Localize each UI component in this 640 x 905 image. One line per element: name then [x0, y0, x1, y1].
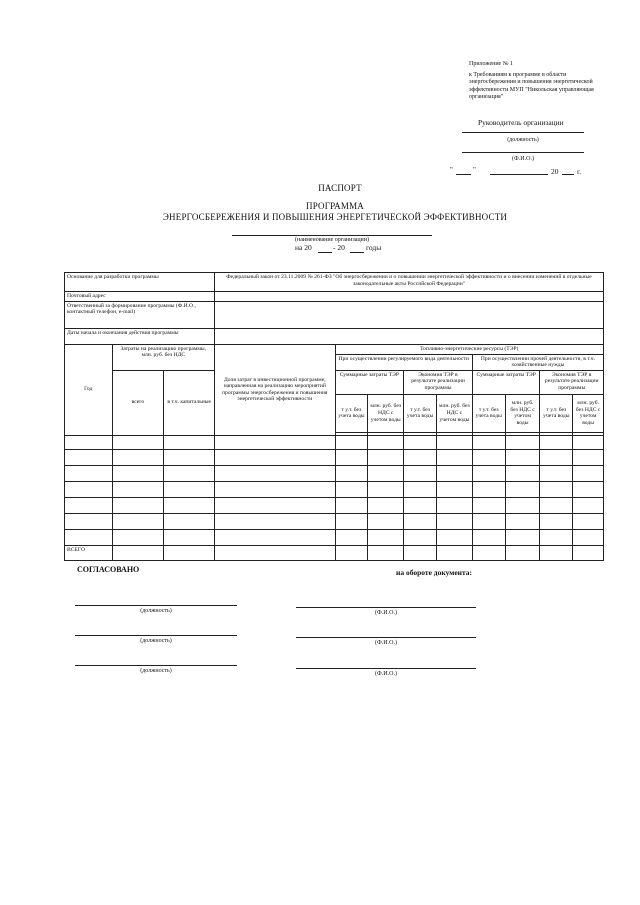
table-cell[interactable]: [112, 481, 164, 497]
reg-sum-tut: т у.т. без учета воды: [335, 394, 368, 432]
table-cell[interactable]: [215, 545, 335, 560]
basis-row: [65, 273, 604, 292]
table-cell[interactable]: [573, 481, 604, 497]
table-cell[interactable]: [65, 465, 113, 481]
year-header: Год: [65, 344, 113, 435]
appendix-text-3: эффективности МУП "Никольская управляющая: [469, 86, 594, 93]
table-cell[interactable]: [215, 513, 335, 529]
table-cell[interactable]: [573, 449, 604, 465]
signature-position-line-1[interactable]: [75, 605, 237, 606]
table-cell[interactable]: [404, 513, 437, 529]
table-cell[interactable]: [505, 449, 540, 465]
reg-sum-mln: млн. руб. без НДС с учетом воды: [368, 394, 404, 432]
table-cell[interactable]: [436, 449, 472, 465]
table-cell[interactable]: [112, 449, 164, 465]
table-row: [65, 513, 604, 529]
position-caption-2: (должность): [140, 638, 172, 644]
appendix-block: [469, 61, 609, 102]
dates-label: Даты начала и окончания действия программы: [65, 328, 215, 344]
table-cell[interactable]: [215, 465, 335, 481]
table-cell[interactable]: [335, 435, 368, 449]
passport-title: ПАСПОРТ: [318, 183, 362, 193]
table-cell[interactable]: [215, 529, 335, 545]
table-cell[interactable]: [368, 497, 404, 513]
table-cell[interactable]: [540, 449, 573, 465]
passport-table: [64, 272, 604, 561]
table-cell[interactable]: [65, 497, 113, 513]
table-cell[interactable]: [540, 481, 573, 497]
table-cell[interactable]: [505, 513, 540, 529]
table-cell[interactable]: [335, 513, 368, 529]
years-start-line[interactable]: [318, 252, 332, 253]
address-label: Почтовый адрес: [65, 292, 215, 302]
table-cell[interactable]: [65, 513, 113, 529]
table-cell[interactable]: [404, 529, 437, 545]
costs-header: Затраты на реализацию программы, млн. руб. без НДС: [112, 344, 215, 370]
table-cell[interactable]: [164, 435, 215, 449]
date-open-quote: ": [450, 166, 453, 174]
date-year-line[interactable]: [562, 174, 574, 175]
capital-header: в т.ч. капитальные: [164, 370, 215, 435]
table-cell[interactable]: [436, 497, 472, 513]
table-cell[interactable]: [368, 449, 404, 465]
table-row: [65, 529, 604, 545]
table-cell[interactable]: [436, 529, 472, 545]
table-cell[interactable]: [368, 513, 404, 529]
table-cell[interactable]: [540, 545, 573, 560]
program-subtitle: ЭНЕРГОСБЕРЕЖЕНИЯ И ПОВЫШЕНИЯ ЭНЕРГЕТИЧЕСКОЙ ЭФФЕКТИВНОСТИ: [162, 212, 508, 222]
position-caption-3: (должность): [140, 668, 172, 674]
table-cell[interactable]: [164, 465, 215, 481]
table-cell[interactable]: [215, 435, 335, 449]
reg-eco-mln: млн. руб. без НДС с учетом воды: [436, 394, 472, 432]
table-cell[interactable]: [112, 465, 164, 481]
position-caption-1: (должность): [140, 608, 172, 614]
total-row: [65, 545, 604, 560]
table-cell[interactable]: [404, 449, 437, 465]
table-cell[interactable]: [472, 545, 505, 560]
table-cell[interactable]: [215, 481, 335, 497]
signature-name-line-1[interactable]: [296, 607, 476, 608]
table-cell[interactable]: [368, 465, 404, 481]
table-cell[interactable]: [215, 449, 335, 465]
org-name-caption: (наименование организации): [295, 237, 369, 243]
table-cell[interactable]: [404, 465, 437, 481]
table-cell[interactable]: [472, 435, 505, 449]
table-cell[interactable]: [368, 545, 404, 560]
table-cell[interactable]: [505, 529, 540, 545]
table-cell[interactable]: [472, 529, 505, 545]
table-cell[interactable]: [404, 435, 437, 449]
address-value[interactable]: [215, 292, 604, 302]
table-cell[interactable]: [65, 435, 113, 449]
appendix-text-1: к Требованиям к программе в области: [469, 71, 567, 78]
table-cell[interactable]: [573, 545, 604, 560]
table-cell[interactable]: [573, 465, 604, 481]
org-name-line[interactable]: [232, 235, 432, 236]
appendix-text-2: энергосбережения и повышения энергетической: [469, 79, 593, 85]
signature-position-line-3[interactable]: [75, 665, 237, 666]
name-line[interactable]: [462, 152, 584, 153]
table-cell[interactable]: [472, 481, 505, 497]
table-cell[interactable]: [436, 513, 472, 529]
years-end-line[interactable]: [350, 252, 364, 253]
table-row: [65, 435, 604, 449]
table-cell[interactable]: [112, 497, 164, 513]
responsible-value[interactable]: [215, 301, 604, 328]
table-cell[interactable]: [335, 465, 368, 481]
years-suffix: годы: [366, 243, 382, 252]
table-cell[interactable]: [540, 513, 573, 529]
table-row: [65, 497, 604, 513]
table-cell[interactable]: [540, 529, 573, 545]
table-cell[interactable]: [65, 449, 113, 465]
share-header: Доля затрат в инвестиционной программе, направленная на реализацию мероприятий программы энергосбережения и повышения энергетической эффективности: [215, 344, 335, 435]
program-title: ПРОГРАММА: [306, 201, 364, 211]
oth-sum-mln: млн. руб. без НДС с учетом воды: [505, 394, 540, 432]
position-line[interactable]: [462, 132, 584, 133]
dates-value[interactable]: [215, 328, 604, 344]
reverse-note: на обороте документа:: [396, 568, 472, 577]
table-cell[interactable]: [540, 497, 573, 513]
years-prefix: на 20: [295, 243, 312, 252]
table-cell[interactable]: [436, 545, 472, 560]
table-cell[interactable]: [573, 497, 604, 513]
table-cell[interactable]: [65, 529, 113, 545]
table-cell[interactable]: [505, 465, 540, 481]
table-cell[interactable]: [573, 435, 604, 449]
table-cell[interactable]: [573, 529, 604, 545]
dates-row: [65, 328, 604, 344]
other-sum-header: Суммарные затраты ТЭР: [472, 370, 540, 394]
signature-name-line-3[interactable]: [296, 668, 476, 669]
address-row: [65, 292, 604, 302]
date-month-line[interactable]: [490, 174, 548, 175]
position-caption: (должность): [507, 137, 539, 143]
regulated-sum-header: Суммарные затраты ТЭР: [335, 370, 404, 394]
table-cell[interactable]: [112, 435, 164, 449]
table-cell[interactable]: [164, 529, 215, 545]
table-cell[interactable]: [112, 513, 164, 529]
reg-eco-tut: т у.т. без учета воды: [404, 394, 437, 432]
table-cell[interactable]: [472, 465, 505, 481]
table-cell[interactable]: [505, 481, 540, 497]
table-cell[interactable]: [164, 545, 215, 560]
other-header: При осуществлении прочей деятельности, в т.ч. хозяйственные нужды: [472, 354, 603, 370]
signature-position-line-2[interactable]: [75, 635, 237, 636]
table-cell[interactable]: [436, 481, 472, 497]
table-cell[interactable]: [472, 449, 505, 465]
table-cell[interactable]: [505, 497, 540, 513]
table-cell[interactable]: [404, 481, 437, 497]
basis-value: Федеральный закон от 23.11.2009 № 261-ФЗ "Об энергосбережении и о повышении энергетической эффективности и о внесении изменений в отдельные законодательные акты Российской Федерации": [215, 273, 604, 292]
table-cell[interactable]: [472, 513, 505, 529]
table-cell[interactable]: [540, 435, 573, 449]
date-year-suffix: г.: [577, 167, 582, 176]
table-row: [65, 465, 604, 481]
table-cell[interactable]: [404, 545, 437, 560]
fuel-header: Топливно-энергетические ресурсы (ТЭР): [335, 344, 603, 354]
table-cell[interactable]: [505, 435, 540, 449]
approval-head: Руководитель организации: [478, 118, 564, 127]
table-cell[interactable]: [436, 465, 472, 481]
signature-name-line-2[interactable]: [296, 637, 476, 638]
table-row: [65, 449, 604, 465]
regulated-economy-header: Экономия ТЭР в результате реализации программы: [404, 370, 473, 394]
total-header: всего: [112, 370, 164, 435]
appendix-title: Приложение № 1: [469, 61, 513, 67]
oth-sum-tut: т у.т. без учета воды: [472, 394, 505, 432]
table-cell[interactable]: [164, 449, 215, 465]
agreed-heading: СОГЛАСОВАНО: [77, 565, 140, 574]
name-caption-1: (Ф.И.О.): [375, 610, 397, 616]
table-cell[interactable]: [573, 513, 604, 529]
table-cell[interactable]: [436, 435, 472, 449]
total-label: ВСЕГО: [65, 545, 113, 560]
name-caption-3: (Ф.И.О.): [375, 671, 397, 677]
date-year-prefix: 20: [551, 167, 559, 176]
responsible-label: Ответственный за формирование программы (Ф.И.О., контактный телефон, e-mail): [65, 301, 215, 328]
name-caption: (Ф.И.О.): [512, 156, 534, 162]
appendix-text-4: организация": [469, 94, 504, 100]
header-row-1: [65, 344, 604, 354]
years-middle: - 20: [333, 243, 345, 252]
table-cell[interactable]: [335, 481, 368, 497]
name-caption-2: (Ф.И.О.): [375, 640, 397, 646]
table-cell[interactable]: [65, 481, 113, 497]
table-cell[interactable]: [335, 545, 368, 560]
table-cell[interactable]: [335, 529, 368, 545]
other-economy-header: Экономия ТЭР в результате реализации программы: [540, 370, 604, 394]
table-row: [65, 481, 604, 497]
table-cell[interactable]: [472, 497, 505, 513]
table-cell[interactable]: [215, 497, 335, 513]
table-cell[interactable]: [404, 497, 437, 513]
table-cell[interactable]: [112, 529, 164, 545]
oth-eco-tut: т у.т. без учета воды: [540, 394, 573, 432]
table-cell[interactable]: [164, 513, 215, 529]
date-close-quote: ": [473, 166, 476, 174]
table-cell[interactable]: [335, 497, 368, 513]
table-cell[interactable]: [368, 481, 404, 497]
table-cell[interactable]: [164, 481, 215, 497]
table-cell[interactable]: [335, 449, 368, 465]
date-day-line[interactable]: [456, 174, 471, 175]
responsible-row: [65, 301, 604, 328]
table-cell[interactable]: [112, 545, 164, 560]
table-cell[interactable]: [164, 497, 215, 513]
table-cell[interactable]: [368, 435, 404, 449]
table-cell[interactable]: [368, 529, 404, 545]
table-cell[interactable]: [505, 545, 540, 560]
basis-label: Основание для разработки программы: [65, 273, 215, 292]
table-cell[interactable]: [540, 465, 573, 481]
regulated-header: При осуществлении регулируемого вида деятельности: [335, 354, 472, 370]
oth-eco-mln: млн. руб. без НДС с учетом воды: [573, 394, 604, 432]
